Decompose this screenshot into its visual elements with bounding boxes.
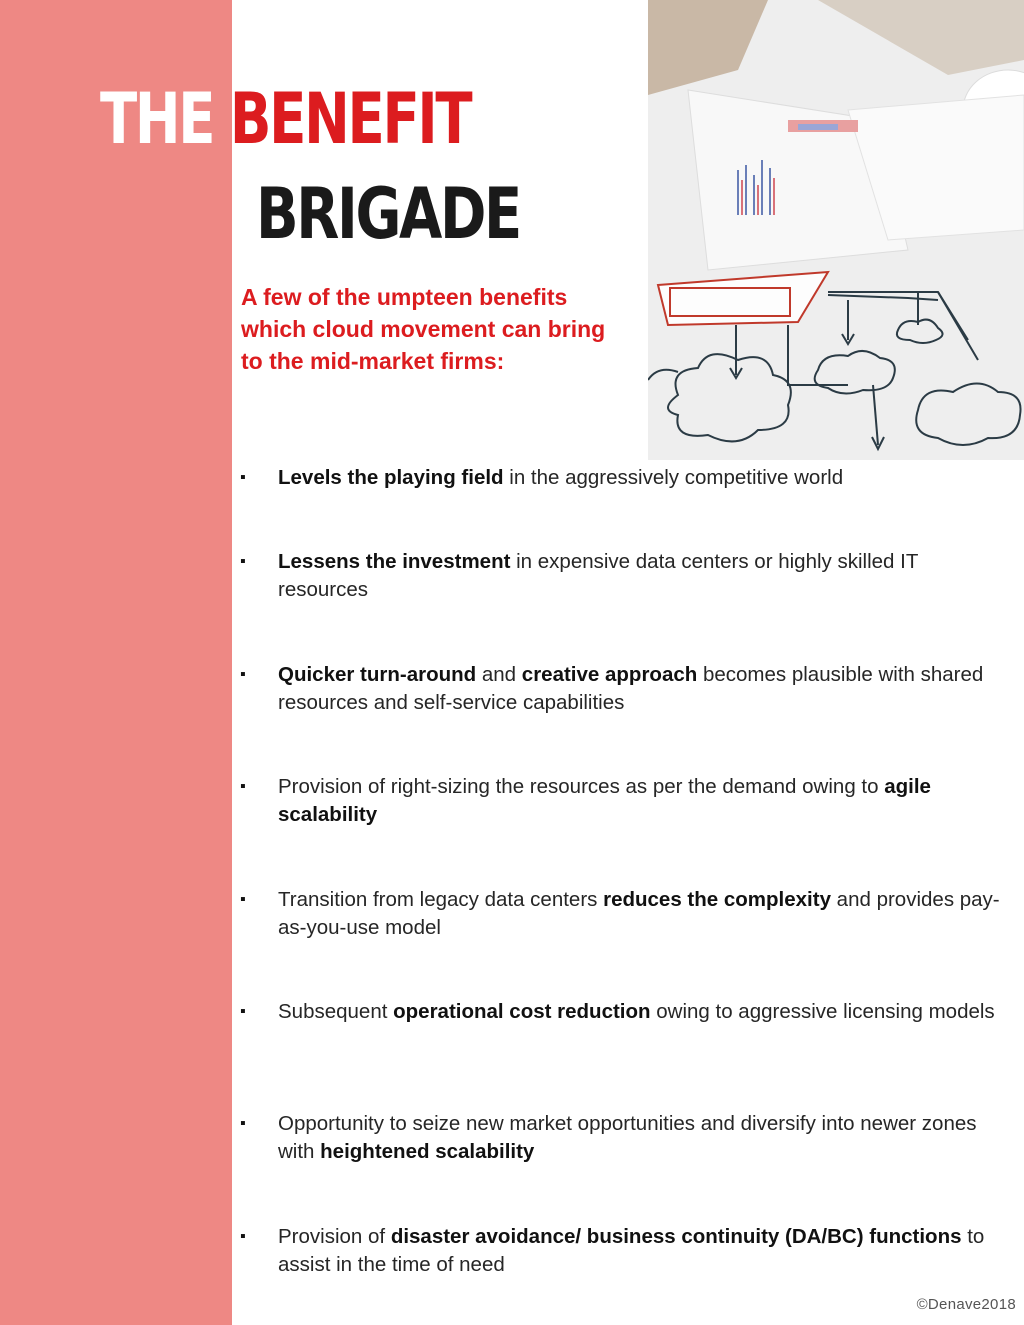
list-item xyxy=(240,548,1010,604)
list-item-bold-text: creative approach xyxy=(521,663,698,686)
list-item-plain-text: and provides pay-as-you-use model xyxy=(278,888,1000,939)
title-word-the: THE xyxy=(100,78,214,160)
list-item xyxy=(240,1223,1010,1279)
list-item-bold-text: Levels the playing field xyxy=(278,466,504,489)
bullet-icon: ▪ xyxy=(240,666,246,683)
list-item xyxy=(240,661,1010,717)
list-item-bold-text: disaster avoidance/ business continuity (DA/BC) functions xyxy=(390,1225,962,1248)
list-item-text xyxy=(278,773,1010,829)
bullet-icon: ▪ xyxy=(240,553,246,570)
list-item-bold-text: heightened scalability xyxy=(320,1140,535,1163)
list-item xyxy=(240,1110,1010,1166)
list-item-plain-text: in the aggressively competitive world xyxy=(503,466,844,489)
list-item xyxy=(240,886,1010,942)
title-first-line xyxy=(100,75,470,163)
list-item-text xyxy=(278,886,1010,942)
list-item xyxy=(240,464,1010,492)
list-item-plain-text: owing to aggressive licensing models xyxy=(650,1000,995,1023)
bullet-icon: ▪ xyxy=(240,778,246,795)
list-item-plain-text: becomes plausible with shared resources and self-service capabilities xyxy=(278,663,984,714)
list-item-text xyxy=(278,1110,1010,1166)
list-item xyxy=(240,998,1010,1026)
sidebar-band xyxy=(0,0,232,1325)
list-item-plain-text: Subsequent xyxy=(278,1000,394,1023)
list-item-bold-text: Quicker turn-around xyxy=(278,663,477,686)
cloud-diagram-photo-icon xyxy=(648,0,1024,460)
copyright-notice: ©Denave2018 xyxy=(916,1296,1016,1313)
title-word-brigade: BRIGADE xyxy=(256,173,520,255)
list-item-text xyxy=(278,1223,1010,1279)
list-item-bold-text: reduces the complexity xyxy=(603,888,831,911)
list-item-text xyxy=(278,661,1010,717)
list-item-plain-text: Provision of xyxy=(278,1225,391,1248)
title-word-benefit: BENEFIT xyxy=(229,78,471,160)
bullet-icon: ▪ xyxy=(240,1115,246,1132)
list-item-bold-text: Lessens the investment xyxy=(278,550,511,573)
list-item-text xyxy=(278,464,1010,492)
subtitle: A few of the umpteen benefits which cloud movement can bring to the mid-market firms: xyxy=(241,284,606,374)
list-item-text xyxy=(278,548,1010,604)
list-item-plain-text: and xyxy=(476,663,522,686)
list-item-plain-text: Transition from legacy data centers xyxy=(278,888,604,911)
list-item-plain-text: to assist in the time of need xyxy=(278,1225,985,1276)
list-item-bold-text: agile scalability xyxy=(278,775,931,826)
bullet-icon: ▪ xyxy=(240,1228,246,1245)
list-item-plain-text: Opportunity to seize new market opportunities and diversify into newer zones with xyxy=(278,1112,977,1163)
list-item xyxy=(240,773,1010,829)
list-item-bold-text: operational cost reduction xyxy=(393,1000,651,1023)
list-item-plain-text: in expensive data centers or highly skilled IT resources xyxy=(278,550,918,601)
bullet-icon: ▪ xyxy=(240,469,246,486)
bullet-icon: ▪ xyxy=(240,891,246,908)
list-item-text xyxy=(278,998,1010,1026)
list-item-plain-text: Provision of right-sizing the resources as per the demand owing to xyxy=(278,775,885,798)
bullet-icon: ▪ xyxy=(240,1003,246,1020)
hero-photo xyxy=(648,0,1024,460)
